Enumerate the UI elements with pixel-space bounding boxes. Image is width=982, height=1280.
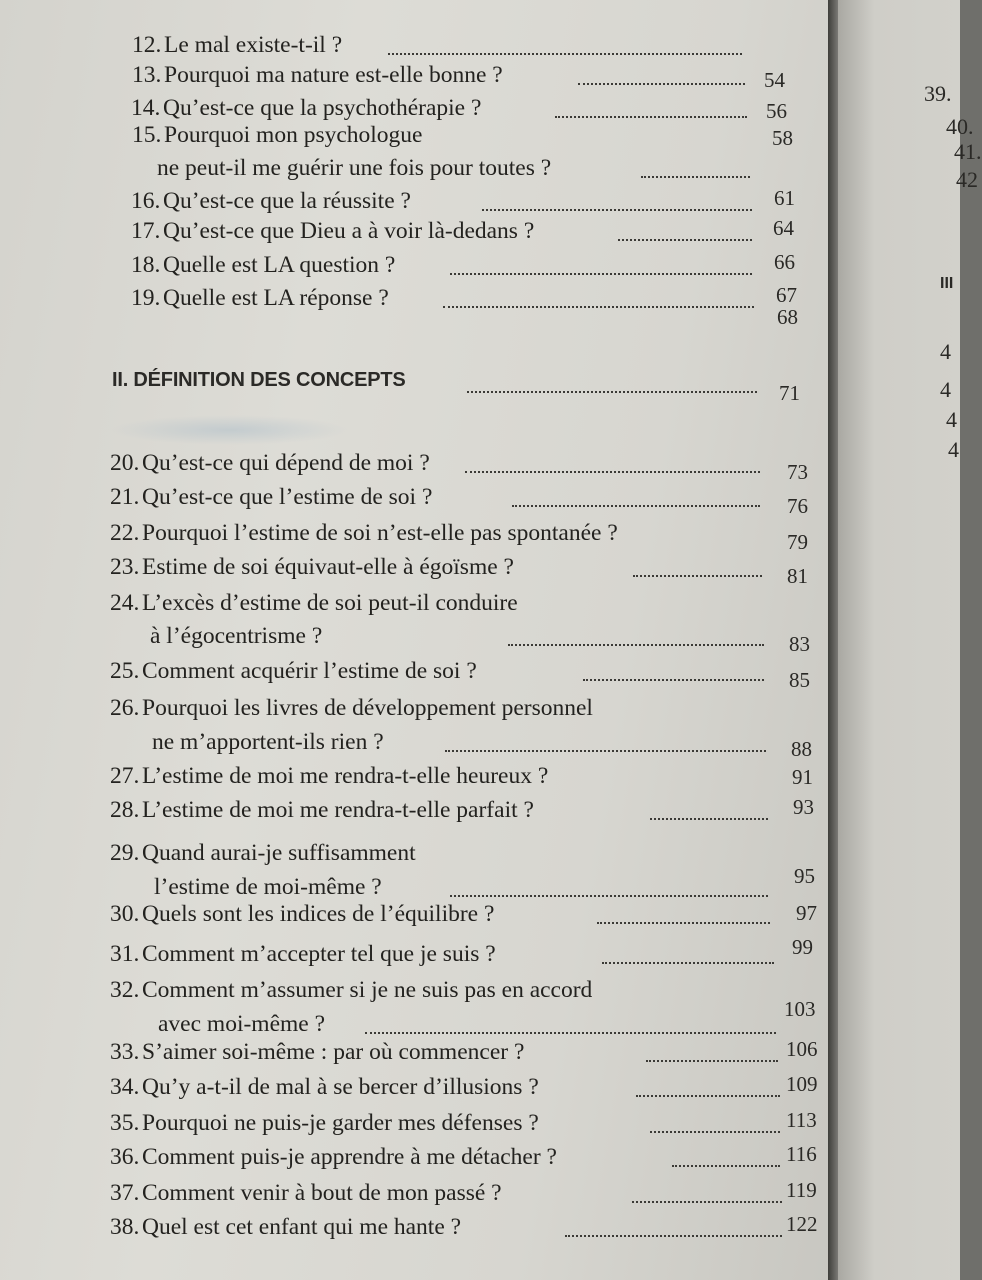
toc-entry-page-number: 68 — [777, 305, 798, 329]
toc-entry-title: Comment m’assumer si je ne suis pas en accord — [142, 977, 593, 1003]
ink-smudge — [110, 415, 350, 445]
toc-entry-page-number: 54 — [764, 68, 785, 92]
toc-entry-title: Comment puis-je apprendre à me détacher ? — [142, 1144, 557, 1170]
dot-leader — [508, 644, 764, 646]
dot-leader — [450, 895, 768, 897]
toc-entry-number: 33. — [110, 1039, 140, 1065]
toc-entry-number: 22. — [110, 520, 140, 546]
right-page-entry-number: 4 — [948, 437, 959, 462]
dot-leader — [578, 83, 745, 85]
toc-entry-page-number: 76 — [787, 494, 808, 518]
toc-entry-number: 23. — [110, 554, 140, 580]
toc-entry-number: 29. — [110, 840, 140, 866]
toc-entry-title: Quels sont les indices de l’équilibre ? — [142, 901, 495, 927]
dot-leader — [602, 962, 774, 964]
toc-entry-number: 28. — [110, 797, 140, 823]
toc-entry-page-number: 95 — [794, 864, 815, 888]
dot-leader — [646, 1060, 778, 1062]
toc-entry — [0, 216, 828, 250]
toc-entry-number: 16. — [131, 188, 161, 214]
dot-leader — [467, 391, 757, 393]
toc-entry-title: Pourquoi ma nature est-elle bonne ? — [164, 62, 503, 88]
dot-leader — [565, 1235, 782, 1237]
toc-entry-title: Qu’est-ce que la réussite ? — [163, 188, 411, 214]
toc-entry-page-number: 106 — [786, 1037, 818, 1061]
dot-leader — [618, 239, 752, 241]
toc-entry-number: 36. — [110, 1144, 140, 1170]
toc-entry-number: 24. — [110, 590, 140, 616]
right-page-entry-number: 39. — [924, 81, 952, 106]
toc-entry-page-number: 116 — [786, 1142, 817, 1166]
toc-entry-number: 18. — [131, 252, 161, 278]
toc-entry-page-number: 56 — [766, 99, 787, 123]
dot-leader — [482, 209, 752, 211]
toc-entry-number: 21. — [110, 484, 140, 510]
toc-entry — [0, 250, 828, 284]
toc-entry-page-number: 91 — [792, 765, 813, 789]
toc-entry-title: L’estime de moi me rendra-t-elle parfait ? — [142, 797, 534, 823]
toc-entry-title: Qu’est-ce que Dieu a à voir là-dedans ? — [163, 218, 535, 244]
toc-entry-title: Pourquoi les livres de développement personnel — [142, 695, 593, 721]
toc-entry-number: 17. — [131, 218, 161, 244]
toc-entry-number: 34. — [110, 1074, 140, 1100]
section-heading: II. DÉFINITION DES CONCEPTS — [112, 369, 406, 391]
dot-leader — [388, 53, 742, 55]
toc-entry-page-number: 99 — [792, 935, 813, 959]
toc-entry-number: 20. — [110, 450, 140, 476]
book-gutter — [828, 0, 838, 1280]
toc-entry — [0, 588, 828, 656]
toc-entry-page-number: 73 — [787, 460, 808, 484]
toc-entry-title: Quel est cet enfant qui me hante ? — [142, 1214, 462, 1240]
section-page-number: 71 — [779, 381, 800, 405]
toc-entry-title: L’excès d’estime de soi peut-il conduire — [142, 590, 518, 616]
toc-entry — [0, 935, 828, 973]
toc-entry-title: L’estime de moi me rendra-t-elle heureux ? — [142, 763, 549, 789]
toc-entry-page-number: 64 — [773, 216, 794, 240]
right-page-entry-number: III — [940, 275, 954, 292]
toc-entry — [0, 838, 828, 900]
dot-leader — [465, 471, 760, 473]
right-page-entry-number: 4 — [946, 407, 957, 432]
toc-entry-title: Comment acquérir l’estime de soi ? — [142, 658, 477, 684]
toc-entry-page-number: 97 — [796, 901, 817, 925]
toc-entry-title-continued: avec moi-même ? — [158, 1011, 326, 1037]
toc-entry-number: 13. — [132, 62, 162, 88]
toc-entry — [0, 693, 828, 761]
book-page-right — [838, 0, 982, 1280]
toc-entry — [0, 1142, 828, 1176]
toc-entry-number: 12. — [132, 32, 162, 58]
toc-entry-title: Le mal existe-t-il ? — [164, 32, 343, 58]
toc-entry-title: Pourquoi l’estime de soi n’est-elle pas spontanée ? — [142, 520, 618, 546]
dot-leader — [597, 922, 770, 924]
toc-entry-title: Qu’est-ce que la psychothérapie ? — [163, 95, 482, 121]
toc-entry-page-number: 66 — [774, 250, 795, 274]
toc-entry-page-number: 119 — [786, 1178, 817, 1202]
toc-entry-number: 37. — [110, 1180, 140, 1206]
toc-entry-title-continued: l’estime de moi-même ? — [154, 874, 382, 900]
toc-entry-title: Comment venir à bout de mon passé ? — [142, 1180, 502, 1206]
dot-leader — [633, 575, 762, 577]
right-page-entry-number: 4 — [940, 339, 951, 364]
dot-leader — [636, 1095, 780, 1097]
toc-entry — [0, 1037, 828, 1071]
toc-entry-page-number: 109 — [786, 1072, 818, 1096]
toc-entry — [0, 1212, 828, 1246]
dot-leader — [555, 116, 747, 118]
toc-entry — [0, 552, 828, 586]
toc-entry — [0, 1072, 828, 1106]
toc-entry-number: 35. — [110, 1110, 140, 1136]
toc-entry-page-number: 85 — [789, 668, 810, 692]
toc-entry — [0, 30, 828, 64]
right-page-entry-number: 4 — [940, 377, 951, 402]
toc-entry-title: Quand aurai-je suffisamment — [142, 840, 416, 866]
toc-entry-title: Qu’y a-t-il de mal à se bercer d’illusions ? — [142, 1074, 539, 1100]
toc-entry — [0, 299, 828, 333]
toc-entry — [0, 186, 828, 220]
toc-entry — [0, 975, 828, 1037]
toc-entry-title: Quelle est LA question ? — [163, 252, 396, 278]
toc-entry-title: Comment m’accepter tel que je suis ? — [142, 941, 496, 967]
right-page-entry-number: 40. — [946, 114, 974, 139]
toc-entry-number: 32. — [110, 977, 140, 1003]
right-page-entry-number: 42 — [956, 167, 978, 192]
toc-entry — [0, 795, 828, 829]
toc-entry — [0, 60, 828, 94]
dot-leader — [632, 1201, 782, 1203]
dot-leader — [650, 1131, 780, 1133]
toc-entry-page-number: 58 — [772, 126, 793, 150]
toc-entry-title-continued: ne m’apportent-ils rien ? — [152, 729, 384, 755]
dot-leader — [445, 750, 766, 752]
toc-entry-title: Pourquoi ne puis-je garder mes défenses ? — [142, 1110, 539, 1136]
toc-entry — [0, 448, 828, 482]
toc-entry-number: 26. — [110, 695, 140, 721]
toc-entry-page-number: 67 — [776, 283, 797, 307]
toc-entry-number: 27. — [110, 763, 140, 789]
toc-entry-number: 31. — [110, 941, 140, 967]
toc-entry-page-number: 113 — [786, 1108, 817, 1132]
toc-entry-title: Qu’est-ce que l’estime de soi ? — [142, 484, 433, 510]
toc-entry-page-number: 79 — [787, 530, 808, 554]
toc-entry-page-number: 103 — [784, 997, 816, 1021]
dot-leader — [641, 176, 750, 178]
toc-entry — [0, 518, 828, 552]
toc-entry — [0, 899, 828, 933]
toc-entry — [0, 761, 828, 795]
toc-entry-number: 14. — [131, 95, 161, 121]
toc-entry — [0, 482, 828, 516]
dot-leader — [365, 1032, 776, 1034]
toc-entry-title: S’aimer soi-même : par où commencer ? — [142, 1039, 525, 1065]
toc-entry-number: 30. — [110, 901, 140, 927]
toc-entry-number: 25. — [110, 658, 140, 684]
toc-entry — [0, 120, 828, 181]
right-page-entry-number: 41. — [954, 139, 982, 164]
toc-entry-title: Pourquoi mon psychologue — [164, 122, 423, 148]
toc-entry-title-continued: à l’égocentrisme ? — [150, 623, 323, 649]
dot-leader — [672, 1165, 780, 1167]
section-heading-leader-row — [0, 369, 828, 403]
dot-leader — [512, 505, 760, 507]
toc-entry-number: 19. — [131, 285, 161, 311]
toc-entry-page-number: 93 — [793, 795, 814, 819]
toc-entry-page-number: 88 — [791, 737, 812, 761]
dot-leader — [650, 818, 768, 820]
toc-entry-title: Qu’est-ce qui dépend de moi ? — [142, 450, 430, 476]
toc-entry-number: 38. — [110, 1214, 140, 1240]
dot-leader — [583, 679, 764, 681]
toc-entry-page-number: 83 — [789, 632, 810, 656]
toc-entry-title: Estime de soi équivaut-elle à égoïsme ? — [142, 554, 514, 580]
toc-entry-title: Quelle est LA réponse ? — [163, 285, 389, 311]
toc-entry-page-number: 122 — [786, 1212, 818, 1236]
toc-entry-number: 15. — [132, 122, 162, 148]
toc-entry — [0, 1178, 828, 1212]
dot-leader — [450, 273, 752, 275]
toc-entry-title-continued: ne peut-il me guérir une fois pour toutes ? — [157, 155, 552, 181]
toc-entry-page-number: 81 — [787, 564, 808, 588]
toc-entry — [0, 1108, 828, 1142]
toc-entry-page-number: 61 — [774, 186, 795, 210]
toc-entry — [0, 656, 828, 690]
